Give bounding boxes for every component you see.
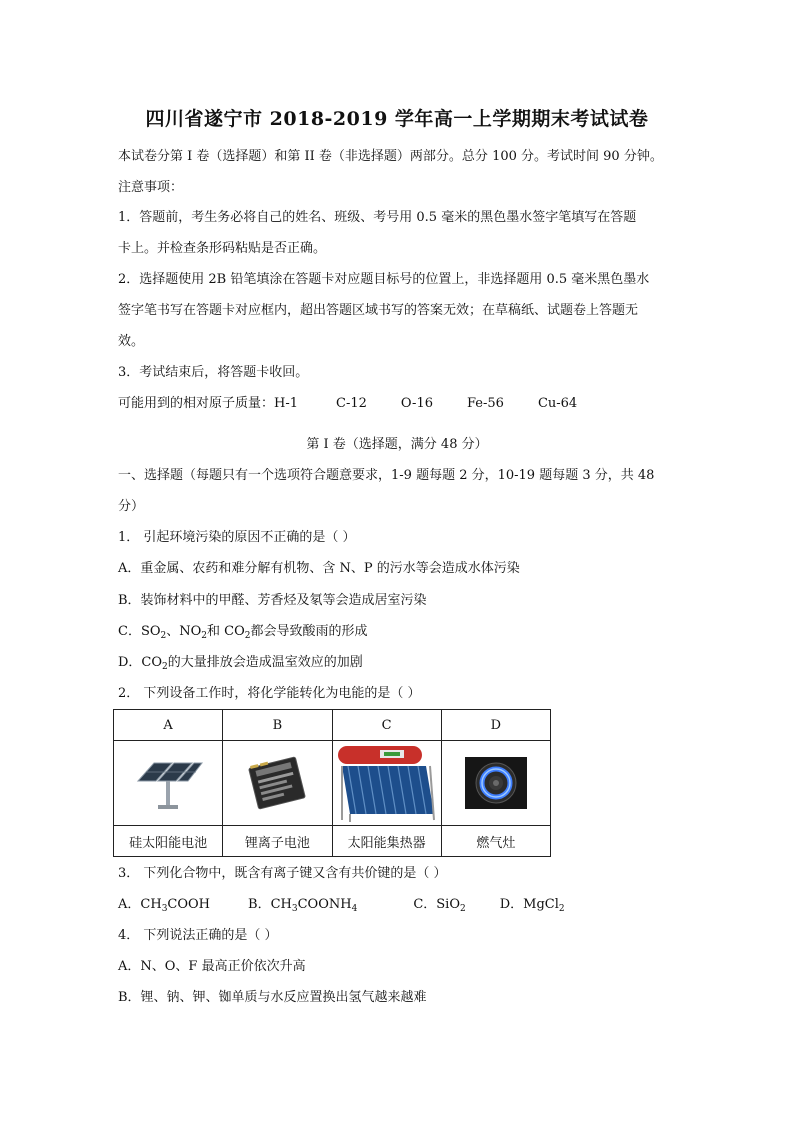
- question-1-option-a: A．重金属、农药和难分解有机物、含 N、P 的污水等会造成水体污染: [118, 561, 520, 576]
- device-caption: 硅太阳能电池: [114, 826, 223, 857]
- atomic-mass-item: Cu-64: [537, 396, 578, 411]
- question-3-option-d: D．MgCl$_2$: [499, 897, 565, 914]
- question-3-option-b: B．$CH_3COONH_4$: [248, 897, 358, 914]
- solar-water-heater-image: [334, 742, 440, 824]
- question-1-option-b: B．装饰材料中的甲醛、芳香烃及氡等会造成居室污染: [118, 593, 427, 608]
- note-line: 签字笔书写在答题卡对应框内，超出答题区域书写的答案无效；在草稿纸、试题卷上答题无: [118, 303, 639, 318]
- note-line: 1．答题前，考生务必将自己的姓名、班级、考号用 0.5 毫米的黑色墨水签字笔填写在答题: [118, 210, 637, 225]
- question-4-option-b: B．锂、钠、钾、铷单质与水反应置换出氢气越来越难: [118, 990, 427, 1005]
- gas-stove-image: [465, 757, 527, 809]
- atomic-mass-item: C-12: [336, 396, 367, 411]
- notes-heading: 注意事项：: [118, 180, 184, 195]
- question-3-options: [118, 897, 565, 913]
- device-caption: 太阳能集热器: [332, 826, 441, 857]
- device-caption: 锂离子电池: [223, 826, 332, 857]
- question-1-option-d: D．$CO_2$的大量排放会造成温室效应的加剧: [118, 655, 363, 672]
- question-2-stem: 2． 下列设备工作时，将化学能转化为电能的是（ ）: [118, 686, 421, 701]
- page-title: 四川省遂宁市 2018-2019 学年高一上学期期末考试试卷: [145, 108, 649, 130]
- section-intro: 一、选择题（每题只有一个选项符合题意要求，1-9 题每题 2 分，10-19 题每题 3 分，共 48: [118, 468, 655, 483]
- atomic-masses: [118, 396, 577, 412]
- solar-panel-image: [132, 753, 204, 813]
- intro-text: 本试卷分第 I 卷（选择题）和第 II 卷（非选择题）两部分。总分 100 分。考试时间 90 分钟。: [118, 149, 663, 164]
- section-intro: 分）: [118, 499, 145, 514]
- atomic-mass-item: O-16: [400, 396, 433, 411]
- note-line: 3．考试结束后，将答题卡收回。: [118, 365, 309, 380]
- device-caption: 燃气灶: [441, 826, 550, 857]
- question-4-stem: 4． 下列说法正确的是（ ）: [118, 928, 278, 943]
- column-header: B: [223, 710, 332, 741]
- atomic-mass-item: H-1: [274, 396, 299, 411]
- question-3-option-c: C．SiO$_2$: [413, 897, 466, 914]
- lithium-battery-image: [241, 752, 313, 814]
- question-2-table: [113, 709, 551, 857]
- atomic-mass-item: Fe-56: [467, 396, 504, 411]
- atomic-masses-label: 可能用到的相对原子质量：: [118, 396, 275, 411]
- question-1-option-c: C．$SO_2$、$NO_2$和 $CO_2$都会导致酸雨的形成: [118, 624, 368, 641]
- question-4-option-a: A．N、O、F 最高正价依次升高: [118, 959, 306, 974]
- section-heading: 第 I 卷（选择题，满分 48 分）: [306, 437, 488, 452]
- note-line: 效。: [118, 334, 145, 349]
- column-header: A: [114, 710, 223, 741]
- question-3-option-a: A．$CH_3COOH$: [118, 897, 211, 914]
- note-line: 2．选择题使用 2B 铅笔填涂在答题卡对应题目标号的位置上，非选择题用 0.5 毫米黑色墨水: [118, 272, 650, 287]
- question-1-stem: 1． 引起环境污染的原因不正确的是（ ）: [118, 530, 356, 545]
- column-header: C: [332, 710, 441, 741]
- question-3-stem: 3． 下列化合物中，既含有离子键又含有共价键的是（ ）: [118, 866, 447, 881]
- column-header: D: [441, 710, 550, 741]
- note-line: 卡上。并检查条形码粘贴是否正确。: [118, 241, 327, 256]
